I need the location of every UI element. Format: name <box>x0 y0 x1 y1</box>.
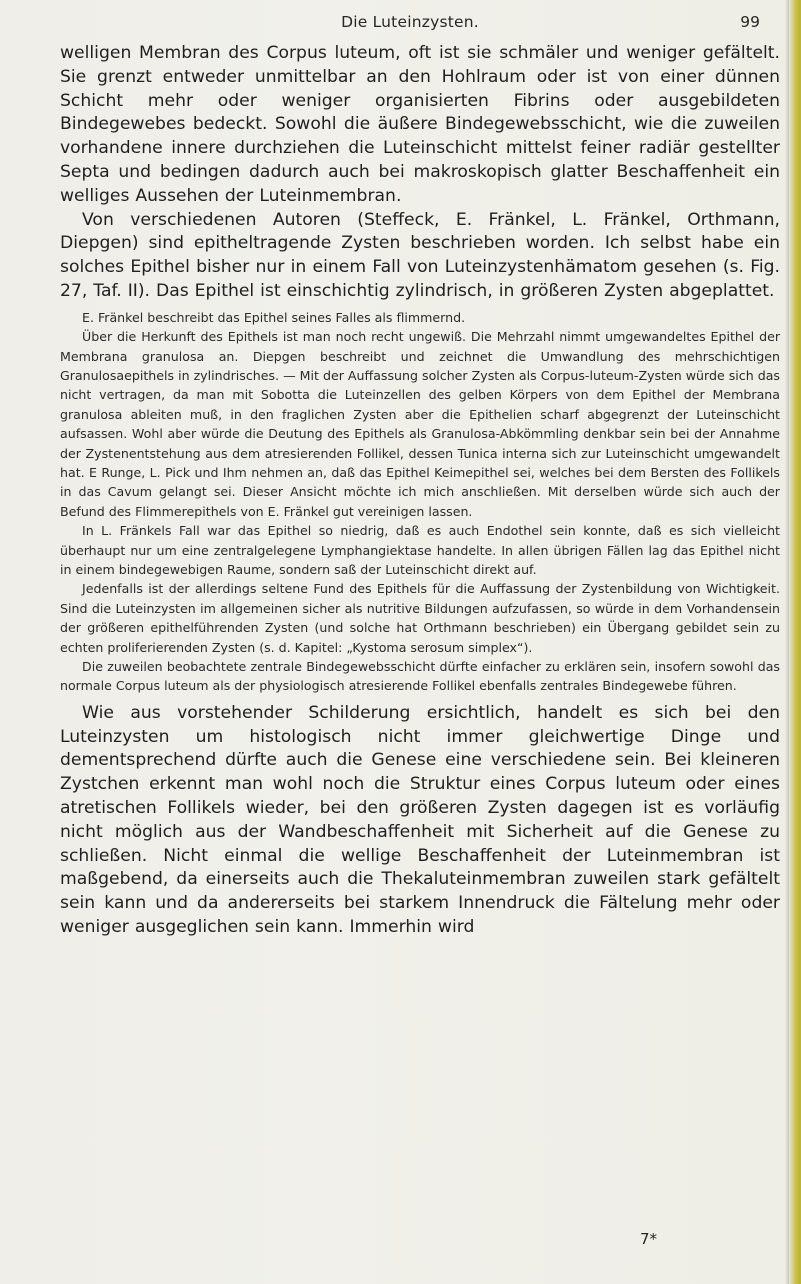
small-paragraph-4: Jedenfalls ist der allerdings seltene Fund des Epithels für die Auffassung der Zystenbildung von Wichtigkeit. Sind die Luteinzysten im allgemeinen sicher als nutritive Bildungen aufzufassen, so würde in dem Vorhandensein der größeren epithelführenden Zysten (und solche hat Orthmann beschrieben) ein Übergang gebildet sein zu echten proliferierenden Zysten (s. d. Kapitel: „Kystoma serosum simplex“). <box>60 581 780 655</box>
small-paragraph-3: In L. Fränkels Fall war das Epithel so niedrig, daß es auch Endothel sein konnte, daß es sich vielleicht überhaupt nur um eine zentralgelegene Lymphangiektase handelte. In allen übrigen Fällen lag das Epithel nicht in einem bindegewebigen Raume, sondern saß der Luteinschicht direkt auf. <box>60 523 780 578</box>
page-edge-binding <box>789 0 801 1284</box>
paragraph-2: Von verschiedenen Autoren (Steffeck, E. Fränkel, L. Fränkel, Orthmann, Diepgen) sind epitheltragende Zysten beschrieben worden. Ich selbst habe ein solches Epithel bisher nur in einem Fall von Luteinzystenhämatom gesehen (s. Fig. 27, Taf. II). Das Epithel ist einschichtig zylindrisch, in größeren Zysten abgeplattet. <box>60 209 780 301</box>
paragraph-3: Wie aus vorstehender Schilderung ersichtlich, handelt es sich bei den Luteinzysten um histologisch nicht immer gleichwertige Dinge und dementsprechend dürfte auch die Genese eine verschiedene sein. Bei kleineren Zystchen erkennt man wohl noch die Struktur eines Corpus luteum oder eines atretischen Follikels wieder, bei den größeren Zysten dagegen ist es vorläufig nicht möglich aus der Wandbeschaffenheit mit Sicherheit auf die Genese zu schließen. Nicht einmal die wellige Beschaffenheit der Luteinmembran ist maßgebend, da einerseits auch die Thekaluteinmembran zuweilen stark gefältelt sein kann und da andererseits bei starkem Innendruck die Fältelung mehr oder weniger ausgeglichen sein kann. Immerhin wird <box>60 702 780 938</box>
signature-mark: 7* <box>640 1230 658 1248</box>
small-paragraph-1: E. Fränkel beschreibt das Epithel seines Falles als flimmernd. <box>82 309 466 325</box>
small-paragraph-2: Über die Herkunft des Epithels ist man noch recht ungewiß. Die Mehrzahl nimmt umgewandeltes Epithel der Membrana granulosa an. Diepgen beschreibt und zeichnet die Umwandlung des mehrschichtigen Granulosaepithels in zylindrisches. — Mit der Auffassung solcher Zysten als Corpus-luteum-Zysten würde sich das nicht vertragen, da man mit Sobotta die Luteinzellen des gelben Körpers von dem Epithel der Membrana granulosa ableiten muß, in den fraglichen Zysten aber die Epithelien scharf abgegrenzt der Luteinschicht aufsassen. Wohl aber würde die Deutung des Epithels als Granulosa-Abkömmling denkbar sein bei der Annahme der Zystenentstehung aus dem atresierenden Follikel, dessen Tunica interna sich zur Luteinschicht umgewandelt hat. E Runge, L. Pick und Ihm nehmen an, daß das Epithel Keimepithel sei, welches bei dem Bersten des Follikels in das Cavum gelangt sei. Dieser Ansicht möchte ich mich anschließen. Mit derselben würde sich auch der Befund des Flimmerepithels von E. Fränkel gut vereinigen lassen. <box>60 329 780 519</box>
page-number: 99 <box>740 13 760 31</box>
running-title: Die Luteinzysten. <box>341 13 479 31</box>
page-header <box>60 10 760 34</box>
body-text <box>60 42 780 940</box>
paragraph-1: welligen Membran des Corpus luteum, oft ist sie schmäler und weniger gefältelt. Sie grenzt entweder unmittelbar an den Hohlraum oder ist von einer dünnen Schicht mehr oder weniger organisierten Fibrins oder ausgebildeten Bindegewebes bedeckt. Sowohl die äußere Bindegewebsschicht, wie die zuweilen vorhandene innere durchziehen die Luteinschicht mittelst feiner radiär gestellter Septa und bedingen dadurch auch bei makroskopisch glatter Beschaffenheit ein welliges Aussehen der Luteinmembran. <box>60 43 780 206</box>
small-paragraph-5: Die zuweilen beobachtete zentrale Bindegewebsschicht dürfte einfacher zu erklären sein, insofern sowohl das normale Corpus luteum als der physiologisch atresierende Follikel ebenfalls zentrales Bindegewebe führen. <box>60 659 780 694</box>
